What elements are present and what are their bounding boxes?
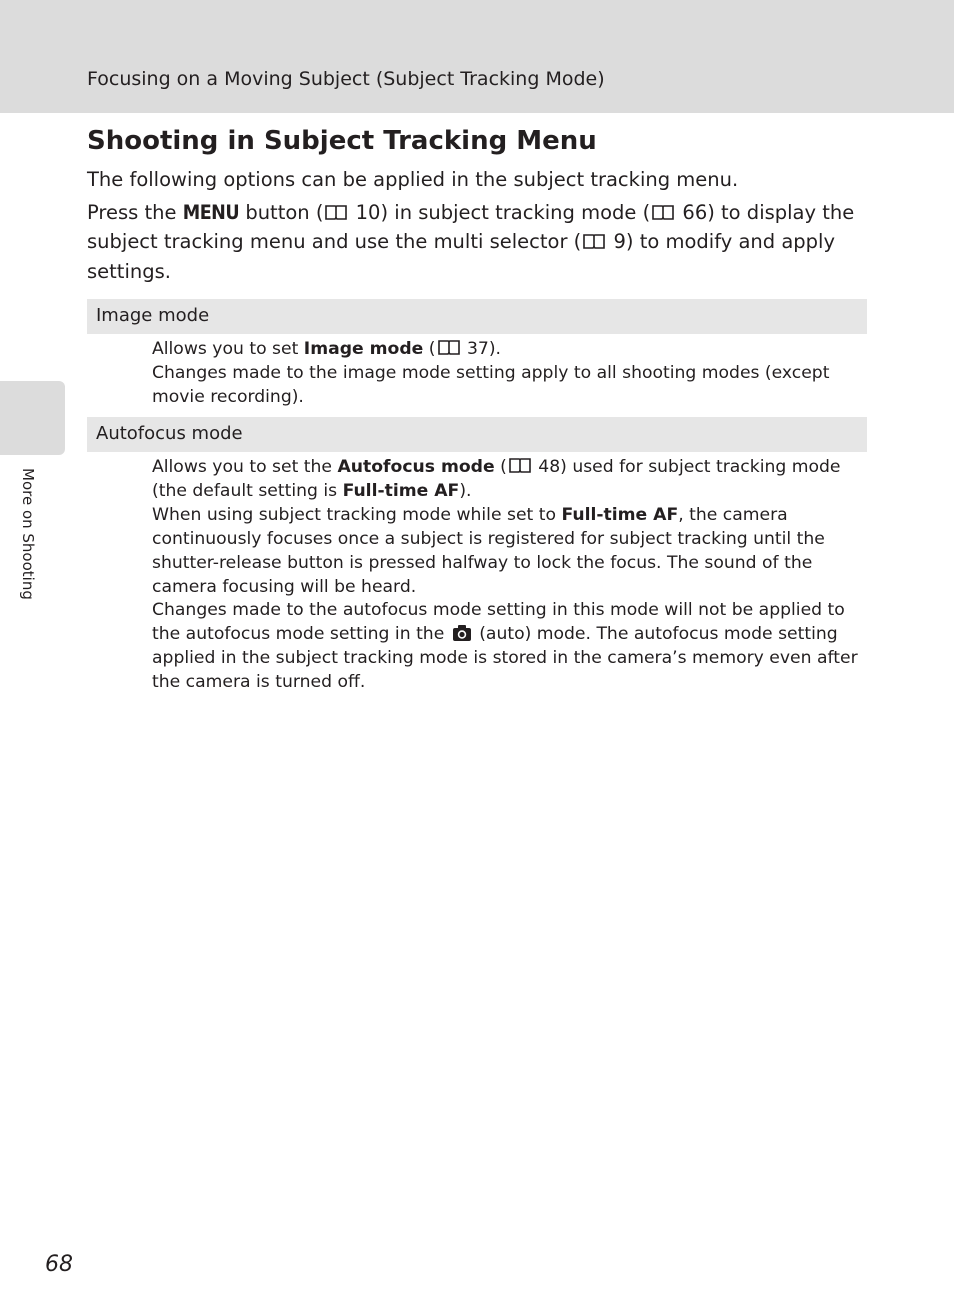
text: (auto) mode. The autofocus mode setting applied in the subject tracking mode is stored in the camera’s memory even after the camera is turned off. [152, 624, 858, 693]
desc-line: Changes made to the image mode setting apply to all shooting modes (except movie recording). [152, 362, 830, 407]
text: ). [459, 480, 472, 501]
section-desc-image-mode [152, 338, 860, 410]
running-header: Focusing on a Moving Subject (Subject Tracking Mode) [87, 68, 605, 90]
book-reference-icon [325, 204, 347, 220]
bold-term: Full-time AF [342, 480, 460, 501]
book-reference-icon [583, 233, 605, 249]
page-number: 68 [45, 1252, 73, 1277]
section-desc-autofocus-mode [152, 456, 860, 695]
intro [87, 165, 857, 289]
text: ( [494, 457, 507, 477]
text: Allows you to set [152, 339, 304, 359]
desc-line [152, 456, 860, 504]
desc-line [152, 338, 860, 362]
text: When using subject tracking mode while set to [152, 504, 562, 525]
text: button ( [239, 200, 324, 224]
side-tab-label: More on Shooting [19, 468, 37, 600]
section-bar-image-mode [87, 299, 867, 334]
section-title: Image mode [96, 305, 210, 326]
menu-button-icon: MENU [182, 200, 240, 224]
bold-term: Full-time AF [561, 504, 679, 525]
text: 37). [461, 339, 502, 359]
text: 48) used for subject tracking mode (the default setting is [152, 457, 841, 501]
side-tab [0, 381, 65, 455]
section-bar-autofocus-mode [87, 417, 867, 452]
bold-term: Image mode [303, 339, 424, 359]
text: 10) in subject tracking mode ( [349, 200, 651, 224]
text: Changes made to the autofocus mode setting in this mode will not be applied to the autofocus mode setting in the [152, 600, 845, 645]
book-reference-icon [438, 339, 460, 355]
header-band [0, 0, 954, 113]
text: 9) to modify and apply settings. [87, 230, 836, 283]
intro-line: The following options can be applied in the subject tracking menu. [87, 168, 739, 191]
text: Press the [87, 200, 183, 224]
text: , the camera continuously focuses once a subject is registered for subject tracking until the shutter-release button is pressed halfway to lock the focus. The sound of the camera focusing will be heard. [152, 504, 825, 597]
section-title: Autofocus mode [96, 423, 243, 444]
book-reference-icon [652, 204, 674, 220]
intro-instructions [87, 198, 857, 287]
page-title: Shooting in Subject Tracking Menu [87, 126, 597, 156]
text: 66) to display the subject tracking menu and use the multi selector ( [87, 200, 855, 253]
text: ( [423, 339, 436, 359]
text: Allows you to set the [152, 457, 338, 477]
bold-term: Autofocus mode [337, 457, 495, 477]
desc-line [152, 504, 860, 600]
desc-line [152, 599, 860, 695]
book-reference-icon [509, 457, 531, 473]
camera-auto-icon [452, 624, 472, 642]
